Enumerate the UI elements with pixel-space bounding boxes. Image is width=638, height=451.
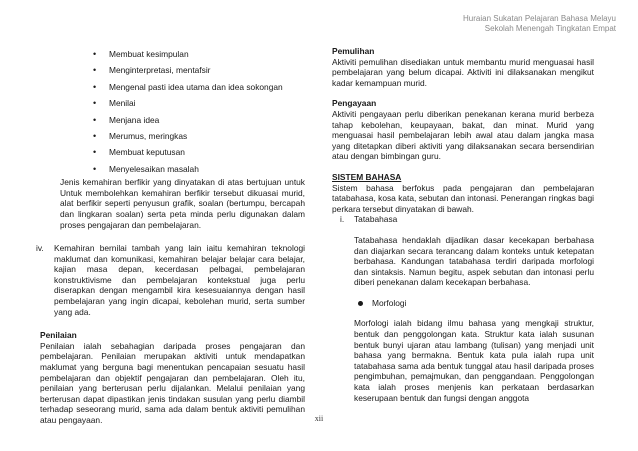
list-item: • Menginterpretasi, mentafsir bbox=[93, 62, 305, 78]
sistem-bahasa-heading: SISTEM BAHASA bbox=[332, 171, 402, 182]
item-i bbox=[332, 214, 594, 225]
pemulihan-paragraph: Aktiviti pemulihan disediakan untuk membantu murid menguasai hasil pembelajaran yang belum dicapai. Aktiviti ini dilaksanakan mengikut kadar kemampuan murid. bbox=[332, 56, 594, 88]
thinking-skills-list bbox=[93, 46, 305, 177]
bullet-dot-icon bbox=[358, 301, 363, 306]
item-iv bbox=[36, 243, 305, 317]
item-i-title: Tatabahasa bbox=[354, 214, 398, 225]
morfologi-title: Morfologi bbox=[372, 297, 407, 308]
list-item: • Merumus, meringkas bbox=[93, 128, 305, 144]
pengayaan-heading: Pengayaan bbox=[332, 98, 377, 109]
right-column bbox=[332, 46, 594, 403]
list-item: • Menilai bbox=[93, 95, 305, 111]
sistem-bahasa-paragraph: Sistem bahasa berfokus pada pengajaran dan pembelajaran tatabahasa, kosa kata, sebutan dan intonasi. Penerangan ringkas bagi perkara tersebut dinyatakan di bawah. bbox=[332, 182, 594, 214]
header-title: Huraian Sukatan Pelajaran Bahasa Melayu bbox=[463, 14, 616, 23]
header-subtitle: Sekolah Menengah Tingkatan Empat bbox=[484, 24, 616, 33]
penilaian-heading: Penilaian bbox=[40, 330, 77, 341]
thinking-skills-paragraph: Jenis kemahiran berfikir yang dinyatakan di atas bertujuan untuk Untuk membolehkan kemahiran berfikir tersebut dikuasai murid, alat berfikir seperti penyusun grafik, soalan (bertumpu, bercapah dan lingkaran soalan) serta peta minda perlu digunakan dalam proses pengajaran dan pembelajaran. bbox=[60, 177, 305, 230]
penilaian-paragraph: Penilaian ialah sebahagian daripada proses pengajaran dan pembelajaran. Penilaian merupakan aktiviti untuk mendapatkan maklumat yang berguna bagi menentukan pencapaian sesuatu hasil pembelajaran dan objektif pengajaran dan pembelajaran. Oleh itu, penilaian yang berterusan perlu dijalankan. Melalui penilaian yang berterusan dapat dipastikan jenis tindakan susulan yang perlu diambil terhadap seseorang murid, sama ada dalam bentuk aktiviti pemulihan atau pengayaan. bbox=[40, 340, 305, 425]
item-iv-label: iv. bbox=[36, 243, 44, 254]
pemulihan-heading: Pemulihan bbox=[332, 46, 375, 56]
list-item: • Menjana idea bbox=[93, 112, 305, 128]
page-number: xii bbox=[314, 414, 324, 423]
morfologi-item bbox=[354, 298, 594, 309]
item-iv-text: Kemahiran bernilai tambah yang lain iaitu kemahiran teknologi maklumat dan komunikasi, kemahiran belajar belajar cara belajar, kajian masa depan, kecerdasan pelbagai, pembelajaran konstruktivisme dan pembelajaran kontekstual juga perlu diserapkan dengan mengambil kira kesesuaiannya dengan hasil pembelajaran yang ingin dicapai, kebolehan murid, serta sumber yang ada. bbox=[54, 243, 305, 317]
left-column bbox=[36, 46, 305, 426]
running-header bbox=[463, 14, 616, 34]
list-item: • Mengenal pasti idea utama dan idea sokongan bbox=[93, 79, 305, 95]
item-i-label: i. bbox=[340, 214, 345, 225]
tatabahasa-paragraph: Tatabahasa hendaklah dijadikan dasar kecekapan berbahasa dan diajarkan secara terancang dalam konteks untuk ketepatan berbahasa. Kandungan tatabahasa terdiri daripada morfologi dan sintaksis. Namun begitu, aspek sebutan dan intonasi perlu diberi penekanan dalam kecekapan berbahasa. bbox=[354, 234, 594, 288]
list-item: • Membuat kesimpulan bbox=[93, 46, 305, 62]
list-item: • Membuat keputusan bbox=[93, 144, 305, 160]
pengayaan-paragraph: Aktiviti pengayaan perlu diberikan penekanan kerana murid berbeza tahap kebolehan, keupayaan, bakat, dan minat. Murid yang menguasai hasil pembelajaran lebih awal atau dalam jangka masa yang ditetapkan diberi aktiviti yang dilaksanakan secara bersendirian atau dengan bimbingan guru. bbox=[332, 108, 594, 162]
list-item: • Menyelesaikan masalah bbox=[93, 161, 305, 177]
morfologi-paragraph: Morfologi ialah bidang ilmu bahasa yang mengkaji struktur, bentuk dan penggolongan kata. Struktur kata ialah susunan bentuk bunyi ujaran atau lambang (tulisan) yang menjadi unit bahasa yang bermakna. Bentuk kata pula ialah rupa unit tatabahasa sama ada bentuk tunggal atau hasil daripada proses pengimbuhan, pemajmukan, dan penggandaan. Penggolongan kata ialah proses menjenis kan perkataan berdasarkan keserupaan bentuk dan fungsi dengan anggota bbox=[354, 318, 594, 403]
